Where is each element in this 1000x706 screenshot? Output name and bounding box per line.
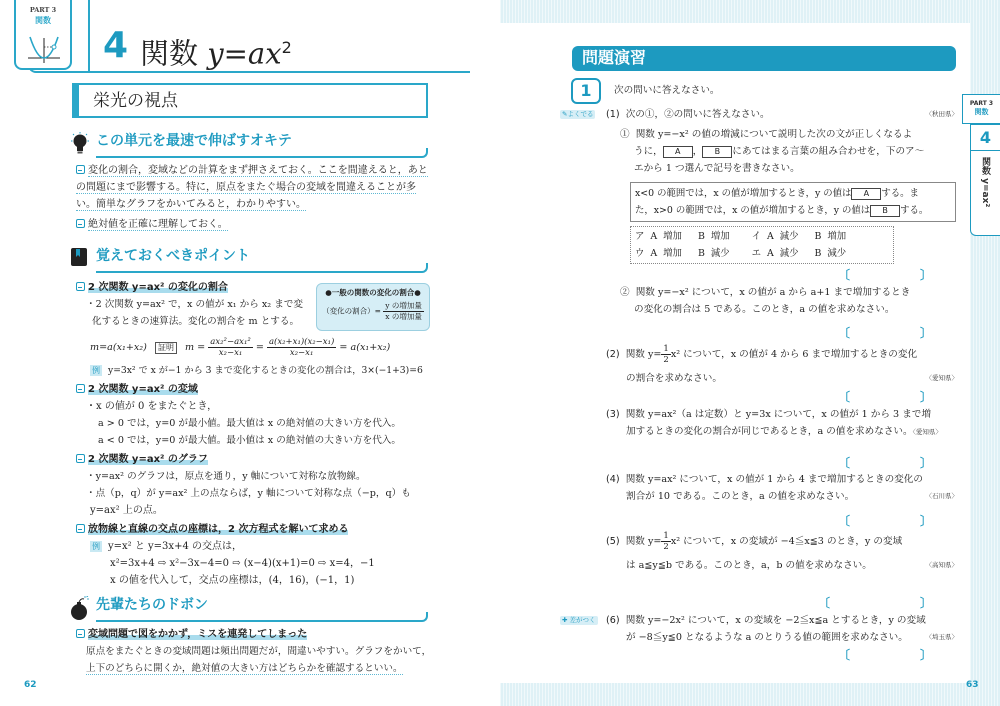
choice-cell: イ — [751, 231, 761, 242]
q6 — [606, 612, 958, 646]
q2 — [606, 342, 958, 387]
q5-pre: 関数 y= — [625, 536, 662, 547]
general-rate-num: y の増加量 — [385, 301, 422, 310]
point-3-line-3: y=ax² 上の点。 — [90, 505, 163, 516]
statement-line2a: た，x>0 の範囲では，x の値が増加するとき，y の値は — [635, 205, 871, 216]
chapter-title — [140, 30, 292, 72]
q4-label: (4) — [606, 474, 620, 485]
answer-open[interactable]: 〔 — [838, 514, 851, 528]
point-2-line-2: a > 0 では，y=0 が最小値。最大値は x の絶対値の大きい方を代入。 — [98, 418, 401, 429]
chapter-title-prefix: 関数 — [140, 36, 199, 71]
part-tab — [14, 0, 72, 70]
choice-cell: B — [814, 231, 822, 242]
answer-open[interactable]: 〔 — [818, 596, 831, 610]
page-number-left: 62 — [24, 680, 37, 690]
general-rate-lhs: （変化の割合）= — [322, 306, 381, 316]
wrench-icon: ✎ — [562, 110, 568, 118]
part-label: PART 3 — [29, 6, 57, 14]
choices-table — [635, 228, 852, 262]
dobon-line-2 — [76, 660, 436, 677]
side-tab-body — [970, 124, 1000, 236]
q2-frac-num: 1 — [663, 344, 669, 354]
general-rate-title: ●一般の関数の変化の割合● — [325, 288, 421, 297]
side-tab-title: 関数 y=ax² — [980, 157, 990, 208]
q1-sub1-line2b: にあてはまる言葉の組み合わせを，下のア〜 — [732, 146, 925, 157]
bullet-icon — [76, 629, 85, 638]
answer-open[interactable]: 〔 — [838, 268, 851, 282]
q6-line1: 関数 y=−2x² について，x の変域を −2≦x≦a とするとき，y の変域 — [625, 615, 926, 626]
proof-fraction-2 — [267, 337, 336, 358]
q5-source: 〈高知県〉 — [925, 561, 958, 569]
q5 — [606, 529, 958, 574]
bomb-icon — [70, 596, 90, 622]
choice-cell: A — [766, 231, 774, 242]
practice-title-bar — [572, 46, 956, 71]
point-4-example — [76, 538, 436, 555]
general-rate-formula — [317, 301, 429, 322]
choice-cell: A — [650, 231, 658, 242]
q6-label: (6) — [606, 615, 620, 626]
bullet-icon — [76, 384, 85, 393]
statement-blank-a: A — [851, 188, 881, 200]
answer-open[interactable]: 〔 — [838, 390, 851, 404]
section-dobon-heading — [70, 594, 432, 622]
view-title-box — [72, 83, 428, 118]
dobon-item — [76, 626, 436, 677]
q3 — [606, 406, 958, 441]
point-4-title: 放物線と直線の交点の座標は，2 次方程式を解いて求める — [88, 524, 349, 535]
general-rate-den: x の増加量 — [385, 312, 422, 321]
choice-cell: A — [650, 248, 658, 259]
okite-item-1-text: 変化の割合，変域などの計算をまず押さえておく。ここを間違えると，あとの問題にまで影響する。特に，原点をまたぐ場合の変域を間違えることが多い。簡単なグラフをかいてみると，わかりやすい。 — [76, 165, 428, 210]
choice-cell: B — [697, 248, 705, 259]
q6-source: 〈埼玉県〉 — [925, 633, 958, 641]
plus-icon: ✚ — [562, 616, 570, 624]
proof-fraction-2-den: x₂−x₁ — [289, 348, 314, 358]
q1-sub1-label: ① — [620, 129, 630, 140]
heading-underline — [96, 612, 428, 622]
answer-close: 〕 — [920, 596, 933, 610]
q3-label: (3) — [606, 409, 620, 420]
choices-box — [630, 226, 894, 264]
answer-close: 〕 — [920, 390, 933, 404]
bullet-icon — [76, 524, 85, 533]
point-1-formula: m=a(x₁+x₂) — [90, 342, 147, 353]
grid-border-bottom — [500, 683, 1000, 706]
point-2 — [76, 381, 436, 449]
question-intro: 次の問いに答えなさい。 — [614, 85, 720, 96]
blank-a: A — [663, 146, 693, 158]
dobon-line-1-text: 原点をまたぐときの変域問題は頻出問題だが，間違いやすい。グラフをかいて， — [86, 646, 432, 657]
choice-cell: B — [697, 231, 705, 242]
q4 — [606, 471, 958, 505]
chapter-number: 4 — [103, 25, 129, 66]
practice-title: 問題演習 — [582, 48, 647, 67]
heading-underline — [96, 263, 428, 273]
view-title: 栄光の視点 — [93, 91, 178, 111]
okite-item-2-text: 絶対値を正確に理解しておく。 — [88, 219, 228, 230]
q1-sub1-line3: エから 1 つ選んで記号を書きなさい。 — [634, 163, 800, 174]
q4-line1: 関数 y=ax² について，x の値が 1 から 4 まで増加するときの変化の — [625, 474, 923, 485]
point-1 — [76, 279, 314, 330]
q1-sub2 — [620, 284, 960, 318]
point-1-example — [76, 362, 436, 379]
point-3-title: 2 次関数 y=ax² のグラフ — [88, 454, 208, 465]
section-points-heading — [70, 245, 432, 273]
point-2-line-1: ・x の値が 0 をまたぐとき， — [86, 401, 218, 412]
point-1-line-1: ・2 次関数 y=ax² で，x の値が x₁ から x₂ まで変 — [86, 299, 303, 310]
q5-post: x² について，x の変域が −4≦x≦3 のとき，y の変域 — [670, 536, 903, 547]
q1-sub2-label: ② — [620, 287, 630, 298]
bullet-icon — [76, 454, 85, 463]
equals-sign: = — [255, 342, 264, 353]
advanced-badge-label: 差がつく — [569, 616, 596, 624]
bullet-icon — [76, 165, 85, 174]
statement-line1a: x<0 の範囲では，x の値が増加するとき，y の値は — [635, 188, 852, 199]
example-tag: 例 — [92, 366, 100, 375]
answer-close: 〕 — [920, 648, 933, 662]
point-4-line-2: x²=3x+4 ⇨ x²−3x−4=0 ⇨ (x−4)(x+1)=0 ⇨ x=4，−1 — [110, 558, 375, 569]
answer-open[interactable]: 〔 — [838, 648, 851, 662]
point-2-line-3: a < 0 では，y=0 が最大値。最小値は x の絶対値の大きい方を代入。 — [98, 435, 401, 446]
side-index-tab[interactable] — [962, 94, 1000, 236]
point-1-proof — [76, 336, 436, 379]
bullet-icon — [76, 219, 85, 228]
choice-row — [635, 245, 852, 262]
q2-post: x² について，x の値が 4 から 6 まで増加するときの変化 — [670, 349, 918, 360]
page-number-right: 63 — [966, 680, 979, 690]
q3-line1: 関数 y=ax²（a は定数）と y=3x について，x の値が 1 から 3 まで増 — [625, 409, 931, 420]
section-okite-heading — [70, 130, 432, 158]
book-icon — [70, 247, 88, 267]
q5-label: (5) — [606, 536, 620, 547]
question-number: 1 — [571, 78, 601, 104]
section-okite-title: この単元を最速で伸ばすオキテ — [96, 133, 292, 149]
choice-cell: エ — [751, 248, 761, 259]
q3-line2: 加するときの変化の割合が同じであるとき，a の値を求めなさい。 — [626, 426, 913, 437]
side-tab-subject: 関数 — [974, 108, 989, 116]
grid-border-top — [500, 0, 1000, 23]
q1-sub2-line2: の変化の割合は 5 である。このとき，a の値を求めなさい。 — [634, 304, 895, 315]
point-4 — [76, 521, 436, 589]
lightbulb-icon — [70, 132, 90, 156]
answer-close: 〕 — [920, 456, 933, 470]
answer-close: 〕 — [920, 514, 933, 528]
dobon-line-1 — [76, 643, 436, 660]
choice-cell: 増加 — [827, 231, 847, 242]
q6-line2: が −8≦y≦0 となるような a のとりうる値の範囲を求めなさい。 — [626, 632, 908, 643]
general-rate-fraction — [383, 301, 424, 322]
q1-label: (1) — [606, 109, 620, 120]
q1-sub1-sep: ， — [692, 146, 703, 157]
q2-line2: の割合を求めなさい。 — [626, 373, 722, 384]
point-1-example-text: y=3x² で x が−1 から 3 まで変化するときの変化の割合は，3×(−1+3)=6 — [108, 365, 423, 376]
q5-frac-den: 2 — [663, 542, 669, 552]
advanced-badge — [560, 616, 598, 625]
point-3-line-1: ・y=ax² のグラフは，原点を通り，y 軸について対称な放物線。 — [86, 471, 366, 482]
chapter-title-exponent: 2 — [281, 38, 292, 57]
point-4-line-1: y=x² と y=3x+4 の交点は， — [108, 541, 242, 552]
proof-fraction-1-den: x₂−x₁ — [218, 348, 243, 358]
proof-result: = a(x₁+x₂) — [339, 342, 391, 353]
answer-open[interactable]: 〔 — [838, 456, 851, 470]
choice-cell: 減少 — [710, 248, 730, 259]
answer-close: 〕 — [920, 268, 933, 282]
q5-frac-num: 1 — [663, 531, 669, 541]
choice-cell: A — [766, 248, 774, 259]
frequent-badge — [560, 110, 595, 119]
proof-fraction-1 — [208, 337, 252, 358]
blank-b: B — [702, 146, 732, 158]
point-3-line-2: ・点（p，q）が y=ax² 上の点ならば，y 軸について対称な点（−p，q）も — [86, 488, 411, 499]
choice-cell: 増加 — [710, 231, 730, 242]
dobon-line-2-text: 上下のどちらに開くか，絶対値の大きい方はどちらかを確認するといい。 — [86, 663, 403, 674]
q2-frac-den: 2 — [663, 355, 669, 365]
point-3 — [76, 451, 436, 519]
choice-cell: ウ — [635, 248, 645, 259]
chapter-title-equation: y=ax — [207, 36, 282, 71]
answer-close: 〕 — [920, 326, 933, 340]
q5-fraction — [661, 531, 670, 552]
okite-item-2 — [76, 216, 432, 233]
example-tag: 例 — [92, 542, 100, 551]
point-2-title: 2 次関数 y=ax² の変域 — [88, 384, 198, 395]
choice-row — [635, 228, 852, 245]
parabola-graph-icon — [26, 34, 62, 64]
left-page — [0, 0, 470, 706]
choice-cell: B — [814, 248, 822, 259]
statement-blank-b: B — [870, 205, 900, 217]
q4-line2: 割合が 10 である。このとき，a の値を求めなさい。 — [626, 491, 855, 502]
q4-source: 〈石川県〉 — [925, 492, 958, 500]
q2-fraction — [661, 344, 670, 365]
side-tab-part-label: PART 3 — [969, 100, 994, 107]
side-tab-part — [962, 94, 1000, 124]
statement-line2b: する。 — [900, 205, 929, 216]
point-4-line-3: x の値を代入して，交点の座標は，(4，16)，(−1，1) — [110, 575, 355, 586]
proof-fraction-1-num: ax₂²−ax₁² — [210, 337, 251, 347]
frequent-badge-label: よくでる — [567, 110, 594, 118]
choice-cell: 増加 — [663, 248, 682, 259]
q1-text: 次の①，②の問いに答えなさい。 — [625, 109, 770, 120]
proof-lhs: m = — [185, 342, 206, 353]
statement-box — [630, 182, 956, 222]
q1-sub1-line1: 関数 y=−x² の値の増減について説明した次の文が正しくなるよ — [635, 129, 913, 140]
okite-item-1 — [76, 162, 432, 213]
choice-cell: 減少 — [779, 231, 799, 242]
choice-cell: 減少 — [779, 248, 799, 259]
point-1-title: 2 次関数 y=ax² の変化の割合 — [88, 282, 228, 293]
point-1-formula-row — [76, 336, 436, 360]
part-subject: 関数 — [35, 15, 51, 25]
section-dobon-title: 先輩たちのドボン — [96, 597, 208, 613]
dobon-title: 変域問題で図をかかず，ミスを連発してしまった — [88, 629, 308, 640]
q3-source: 〈愛知県〉 — [912, 428, 942, 436]
q2-label: (2) — [606, 349, 620, 360]
choice-cell: 減少 — [827, 248, 847, 259]
q1-sub2-line1: 関数 y=−x² について，x の値が a から a+1 まで増加するとき — [635, 287, 911, 298]
q2-pre: 関数 y= — [625, 349, 662, 360]
bullet-icon — [76, 282, 85, 291]
q1-source: 〈秋田県〉 — [925, 110, 958, 118]
point-1-line-2: 化するときの速算法。変化の割合を m とする。 — [92, 316, 300, 327]
answer-open[interactable]: 〔 — [838, 326, 851, 340]
section-points-title: 覚えておくべきポイント — [96, 248, 250, 264]
general-rate-box — [316, 283, 430, 331]
q1-header — [606, 106, 958, 123]
proof-fraction-2-num: a(x₂+x₁)(x₂−x₁) — [268, 337, 335, 347]
side-tab-number: 4 — [971, 125, 1000, 151]
proof-tag: 証明 — [155, 342, 177, 354]
q2-source: 〈愛知県〉 — [925, 374, 958, 382]
statement-line1b: する。ま — [881, 188, 919, 199]
choice-cell: ア — [635, 231, 645, 242]
heading-underline — [96, 148, 428, 158]
q5-line2: は a≦y≦b である。このとき，a，b の値を求めなさい。 — [626, 560, 872, 571]
title-divider — [88, 0, 90, 73]
q1-sub1-line2a: うに， — [634, 146, 663, 157]
q1-sub1 — [620, 126, 960, 177]
choice-cell: 増加 — [663, 231, 682, 242]
